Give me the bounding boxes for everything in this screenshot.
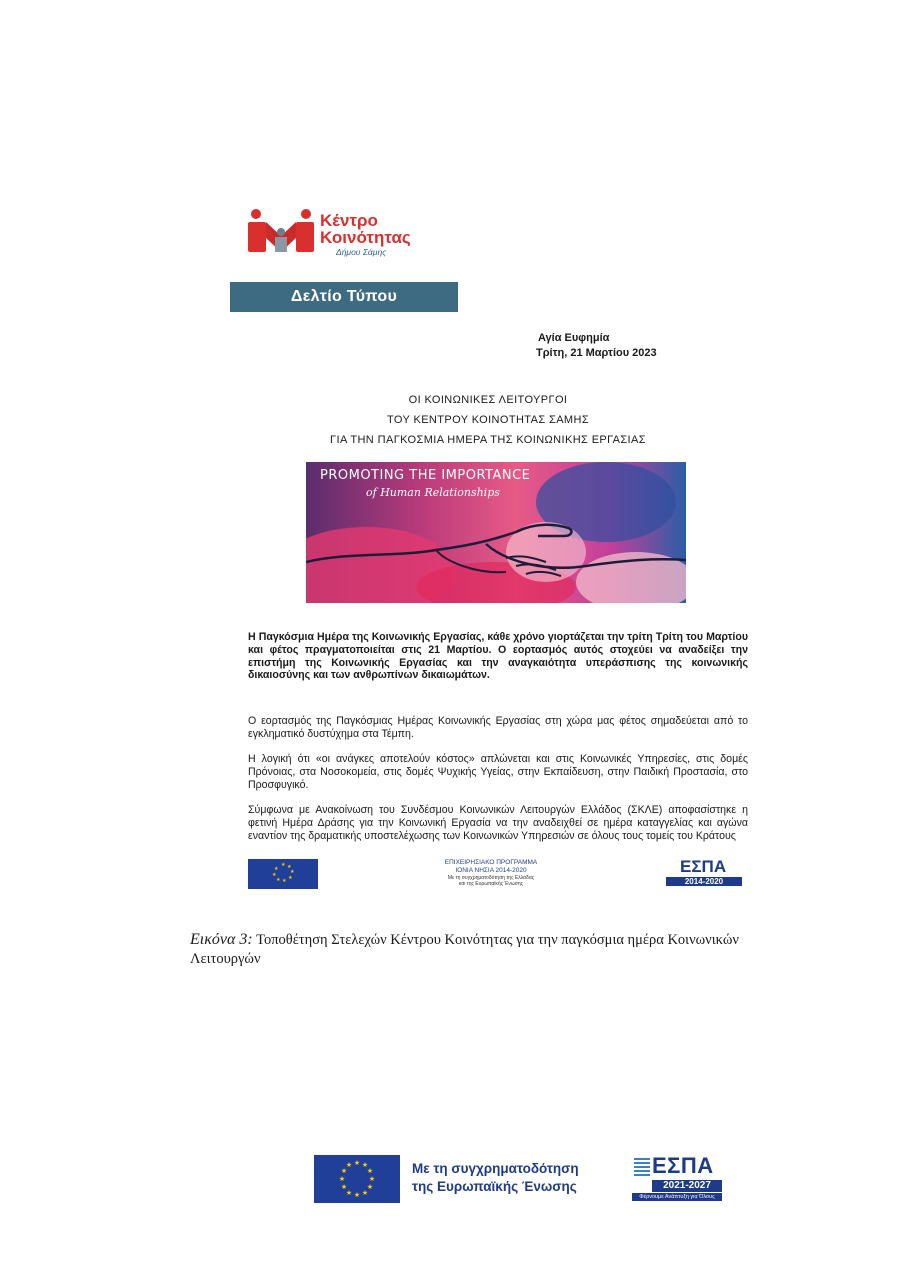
- svg-text:★: ★: [345, 1189, 353, 1197]
- svg-text:★: ★: [368, 1175, 376, 1183]
- headline: [228, 390, 748, 450]
- svg-text:★: ★: [366, 1167, 374, 1175]
- cofunding-text: Με τη συγχρηματοδότηση της Ευρωπαϊκής Ένωσης: [412, 1161, 579, 1194]
- place: Αγία Ευφημία: [538, 332, 610, 344]
- svg-text:★: ★: [361, 1189, 369, 1197]
- poster-subtitle: of Human Relationships: [366, 486, 500, 499]
- caption-text: Τοποθέτηση Στελεχών Κέντρου Κοινότητας για την παγκόσμια ημέρα Κοινωνικών Λειτουργών: [190, 932, 739, 967]
- logo-text: Κέντρο Κοινότητας: [320, 211, 411, 247]
- place-date: [536, 331, 657, 361]
- espa-2014-logo: ΕΣΠΑ 2014-2020: [666, 857, 742, 891]
- svg-text:★: ★: [282, 878, 287, 884]
- figure-caption: [190, 930, 750, 969]
- svg-text:★: ★: [340, 1167, 348, 1175]
- headline-line: ΤΟΥ ΚΕΝΤΡΟΥ ΚΟΙΝΟΤΗΤΑΣ ΣΑΜΗΣ: [386, 414, 590, 426]
- program-text: ΕΠΙΧΕΙΡΗΣΙΑΚΟ ΠΡΟΓΡΑΜΜΑ ΙΟΝΙΑ ΝΗΣΙΑ 2014-2020 Με τη συγχρηματοδότηση της Ελλάδας και της Ευρωπαϊκής Ένωσης: [444, 859, 538, 887]
- svg-text:★: ★: [290, 869, 295, 875]
- eu-flag-icon: [248, 859, 318, 889]
- svg-text:★: ★: [353, 1191, 361, 1199]
- caption-label: Εικόνα 3:: [190, 931, 253, 948]
- headline-line: ΓΙΑ ΤΗΝ ΠΑΓΚΟΣΜΙΑ ΗΜΕΡΑ ΤΗΣ ΚΟΙΝΩΝΙΚΗΣ ΕΡΓΑΣΙΑΣ: [330, 434, 646, 446]
- svg-text:★: ★: [281, 862, 286, 868]
- headline-line: ΟΙ ΚΟΙΝΩΝΙΚΕΣ ΛΕΙΤΟΥΡΓΟΙ: [408, 394, 568, 406]
- paragraph: Ο εορτασμός της Παγκόσμιας Ημέρας Κοινωνικής Εργασίας στη χώρα μας φέτος σημαδεύεται από το εγκληματικό δυστύχημα στα Τέμπη.: [248, 715, 748, 740]
- press-release-footer: [246, 857, 746, 891]
- svg-text:★: ★: [340, 1183, 348, 1191]
- handshake-poster: [306, 462, 686, 603]
- svg-text:★: ★: [276, 877, 281, 883]
- people-logo-icon: [246, 208, 316, 256]
- press-release-banner: Δελτίο Τύπου: [230, 282, 458, 312]
- date: Τρίτη, 21 Μαρτίου 2023: [536, 347, 657, 359]
- community-center-logo: [246, 208, 436, 258]
- watercolor-handshake-illustration: [306, 462, 686, 603]
- svg-text:★: ★: [345, 1161, 353, 1169]
- svg-text:★: ★: [288, 875, 293, 881]
- svg-text:★: ★: [366, 1183, 374, 1191]
- logo-subtitle: Δήμου Σάμης: [336, 247, 387, 257]
- eu-flag-icon: [314, 1155, 400, 1203]
- svg-text:★: ★: [353, 1159, 361, 1167]
- funding-footer: [314, 1155, 724, 1203]
- svg-text:★: ★: [274, 866, 279, 872]
- poster-title: PROMOTING THE IMPORTANCE: [320, 468, 531, 483]
- espa-2021-logo: ΕΣΠΑ 2021-2027 Φέρνουμε Ανάπτυξη για Όλους: [630, 1155, 722, 1203]
- svg-text:★: ★: [287, 864, 292, 870]
- greek-flag-icon: [634, 1158, 650, 1176]
- paragraph: Η λογική ότι «οι ανάγκες αποτελούν κόστος» απλώνεται και στις Κοινωνικές Υπηρεσίες, στις δομές Πρόνοιας, στα Νοσοκομεία, στις δομές Ψυχικής Υγείας, στην Εκπαίδευση, στην Παιδική Προστασία, στο Προσφυγικό.: [248, 753, 748, 791]
- press-release-image: [228, 190, 748, 895]
- paragraph: Σύμφωνα με Ανακοίνωση του Συνδέσμου Κοινωνικών Λειτουργών Ελλάδος (ΣΚΛΕ) αποφασίστηκε η φετινή Ημέρα Δράσης για την Κοινωνική Εργασία να την αναδειχθεί σε ημέρα καταγγελίας και αγώνα εναντίον της δραματικής υποστελέχωσης των Κοινωνικών Υπηρεσιών σε όλους τους τομείς του Κράτους: [248, 804, 748, 842]
- svg-text:★: ★: [272, 872, 277, 878]
- svg-text:★: ★: [338, 1175, 346, 1183]
- svg-text:★: ★: [361, 1161, 369, 1169]
- paragraph: Η Παγκόσμια Ημέρα της Κοινωνικής Εργασίας, κάθε χρόνο γιορτάζεται την τρίτη Τρίτη του Μαρτίου και φέτος πραγματοποιείται στις 21 Μαρτίου. Ο εορτασμός αυτός στοχεύει να αναδείξει την επιστήμη της Κοινωνικής Εργασίας και την αναγκαιότητα υπεράσπισης της κοινωνικής δικαιοσύνης και των ανθρωπίνων δικαιωμάτων.: [248, 631, 748, 682]
